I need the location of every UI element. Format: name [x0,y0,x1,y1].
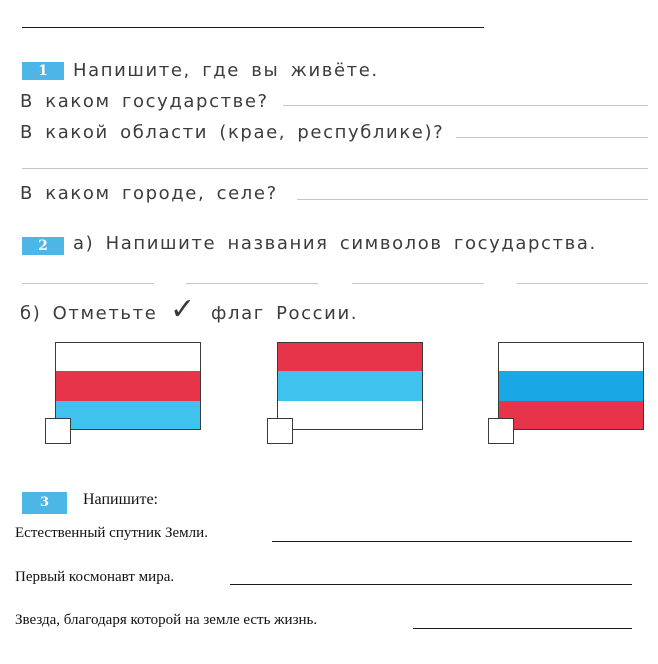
task-2-part-b-before: б) Отметьте [20,303,158,324]
answer-line-star[interactable] [413,628,632,629]
task-1-question-region: В какой области (крае, республике)? [20,122,445,143]
answer-line-region[interactable] [456,137,648,138]
task-3-badge: 3 [22,492,67,514]
flag-option-3 [498,342,644,430]
answer-line-cosmonaut[interactable] [230,584,632,585]
flag-2-stripe-top [277,342,423,371]
answer-line-symbol-1[interactable] [22,283,154,284]
task-1-badge: 1 [22,62,64,80]
flag-2-stripe-bottom [277,401,423,430]
flag-option-2 [277,342,423,430]
answer-line-symbol-3[interactable] [352,283,484,284]
answer-line-symbol-2[interactable] [186,283,318,284]
answer-line-city[interactable] [297,199,648,200]
task-3-question-star: Звезда, благодаря которой на земле есть жизнь. [15,612,318,628]
flag-option-1 [55,342,201,430]
task-1-question-city: В каком городе, селе? [20,183,278,204]
answer-line-moon[interactable] [272,541,632,542]
answer-line-symbol-4[interactable] [517,283,648,284]
task-1-prompt: Напишите, где вы живёте. [73,60,379,81]
task-2-part-a: а) Напишите названия символов государства. [73,233,597,254]
flag-3-stripe-middle [498,371,644,401]
flag-1-stripe-top [55,342,201,371]
answer-line-region-extra[interactable] [22,168,648,169]
task-3-prompt: Напишите: [83,491,158,508]
checkmark-icon: ✓ [170,292,196,327]
flag-1-checkbox[interactable] [45,418,71,444]
task-2-part-b-after: флаг России. [211,303,359,324]
flag-1-stripe-middle [55,371,201,401]
task-3-question-cosmonaut: Первый космонавт мира. [15,569,175,585]
top-rule [22,27,484,28]
answer-line-state[interactable] [283,105,648,106]
flag-2-stripe-middle [277,371,423,401]
flag-2-checkbox[interactable] [267,418,293,444]
task-1-question-state: В каком государстве? [20,91,269,112]
task-3-question-moon: Естественный спутник Земли. [15,525,208,541]
flag-3-stripe-bottom [498,401,644,430]
flag-3-stripe-top [498,342,644,371]
task-2-badge: 2 [22,237,64,255]
flag-1-stripe-bottom [55,401,201,430]
flag-3-checkbox[interactable] [488,418,514,444]
